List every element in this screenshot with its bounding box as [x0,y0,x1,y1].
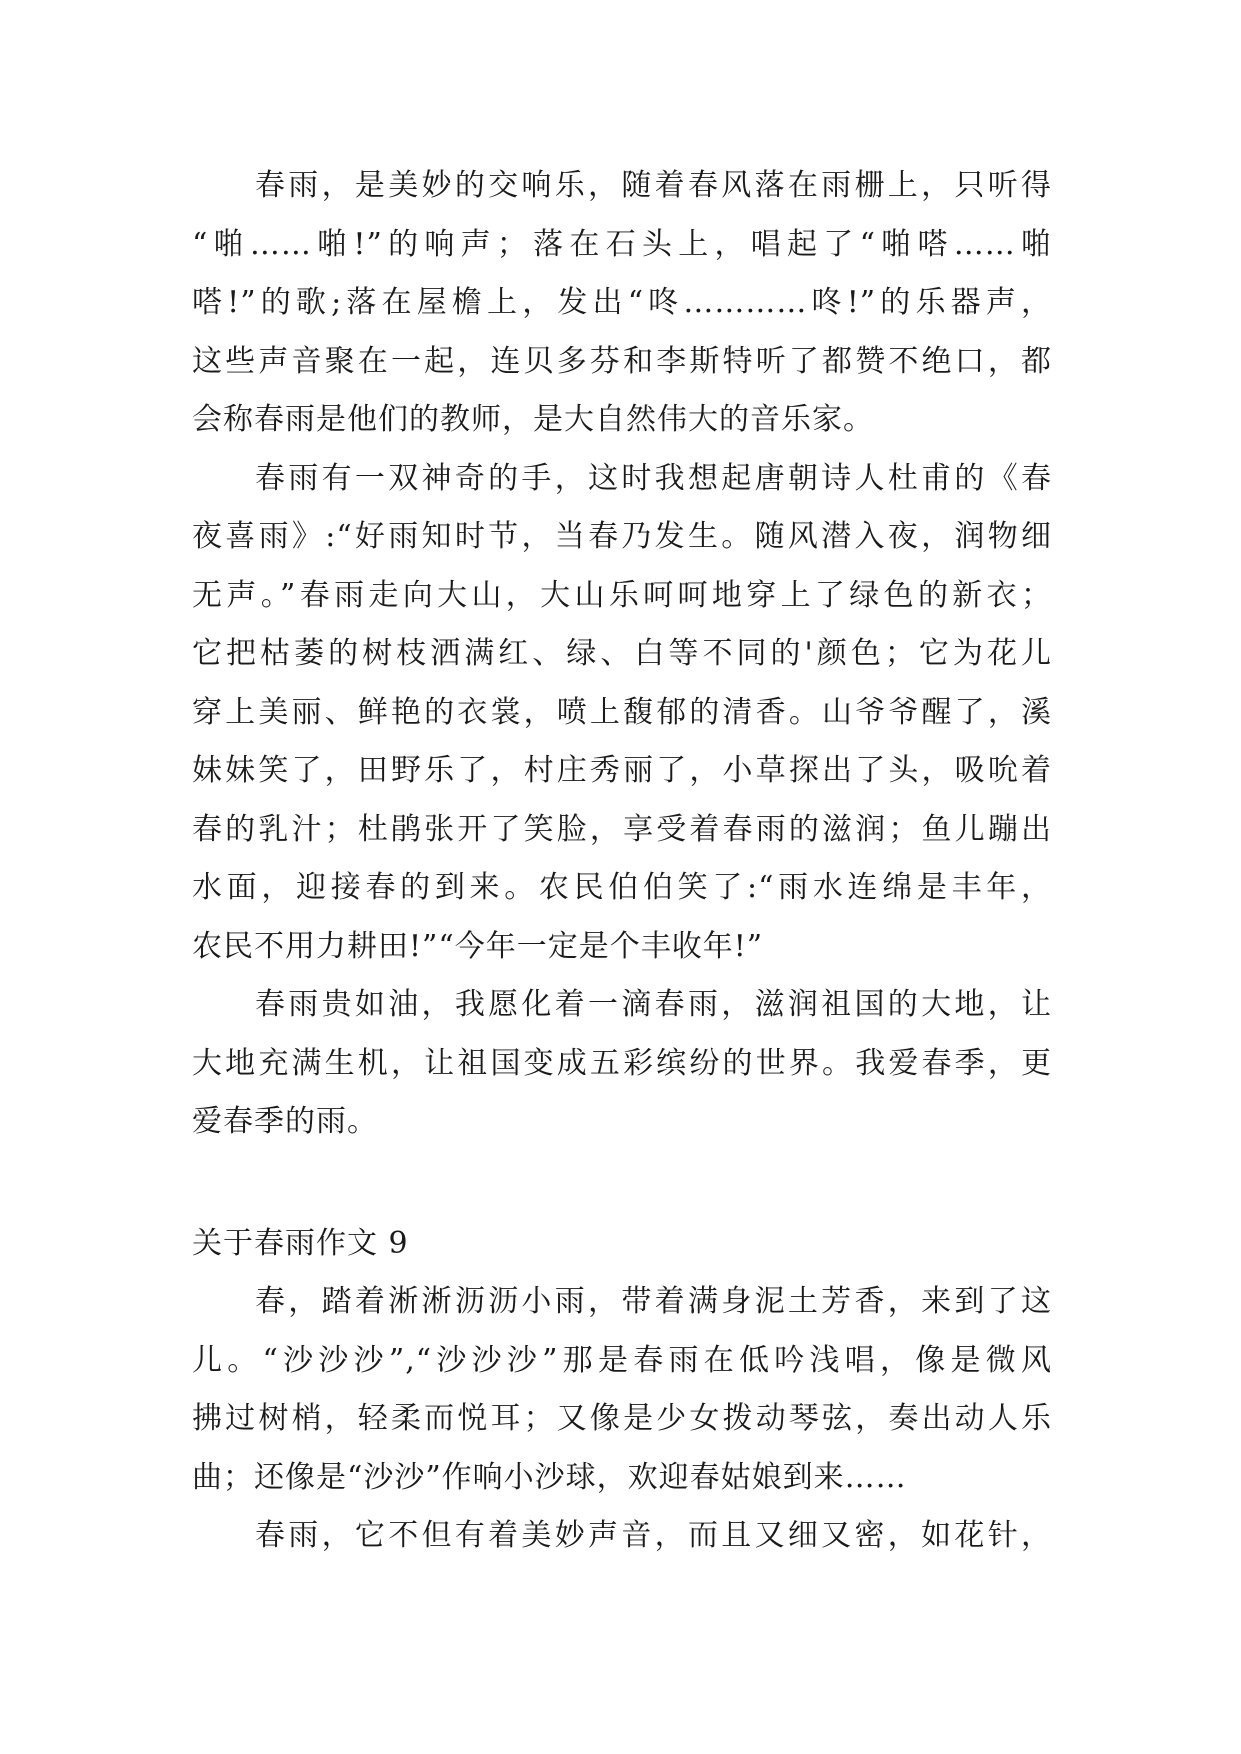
paragraph-line: 夜喜雨》:“好雨知时节，当春乃发生。随风潜入夜，润物细 [192,519,1052,554]
essay-body-part-1 [192,157,1052,1152]
paragraph-line: 无声。”春雨走向大山，大山乐呵呵地穿上了绿色的新衣； [192,577,1052,613]
paragraph-line: 拂过树梢，轻柔而悦耳；又像是少女拨动琴弦，奏出动人乐 [192,1401,1052,1436]
paragraph-line: 嗒!”的歌;落在屋檐上，发出“咚…………咚!”的乐器声， [192,285,1052,320]
section-heading: 关于春雨作文 9 [192,1226,409,1261]
paragraph-line: 大地充满生机，让祖国变成五彩缤纷的世界。我爱春季，更 [192,1045,1052,1081]
paragraph-line: 春雨，它不但有着美妙声音，而且又细又密，如花针， [255,1518,1052,1553]
paragraph-line: 它把枯萎的树枝洒满红、绿、白等不同的'颜色；它为花儿 [192,636,1052,671]
paragraph-line: 春雨，是美妙的交响乐，随着春风落在雨栅上，只听得 [255,168,1052,203]
essay-body-part-2 [192,1273,1052,1566]
paragraph-line: 爱春季的雨。 [192,1104,378,1139]
paragraph-line: 会称春雨是他们的教师，是大自然伟大的音乐家。 [192,402,874,437]
paragraph-line: 儿。“沙沙沙”,“沙沙沙”那是春雨在低吟浅唱，像是微风 [192,1342,1052,1378]
paragraph-line: 妹妹笑了，田野乐了，村庄秀丽了，小草探出了头，吸吮着 [192,753,1052,788]
paragraph-line: “啪……啪!”的响声；落在石头上，唱起了“啪嗒……啪 [192,226,1052,262]
paragraph-line: 这些声音聚在一起，连贝多芬和李斯特听了都赞不绝口，都 [192,343,1052,379]
paragraph-line: 春，踏着淅淅沥沥小雨，带着满身泥土芳香，来到了这 [255,1284,1052,1319]
paragraph-line: 春雨有一双神奇的手，这时我想起唐朝诗人杜甫的《春 [255,460,1052,496]
paragraph-line: 春雨贵如油，我愿化着一滴春雨，滋润祖国的大地，让 [255,987,1052,1022]
paragraph-line: 农民不用力耕田!”“今年一定是个丰收年!” [192,928,764,964]
paragraph-line: 曲；还像是“沙沙”作响小沙球，欢迎春姑娘到来…… [192,1459,907,1495]
paragraph-line: 水面，迎接春的到来。农民伯伯笑了:“雨水连绵是丰年， [192,870,1052,905]
paragraph-line: 穿上美丽、鲜艳的衣裳，喷上馥郁的清香。山爷爷醒了，溪 [192,694,1052,730]
paragraph-line: 春的乳汁；杜鹃张开了笑脸，享受着春雨的滋润；鱼儿蹦出 [192,811,1052,847]
